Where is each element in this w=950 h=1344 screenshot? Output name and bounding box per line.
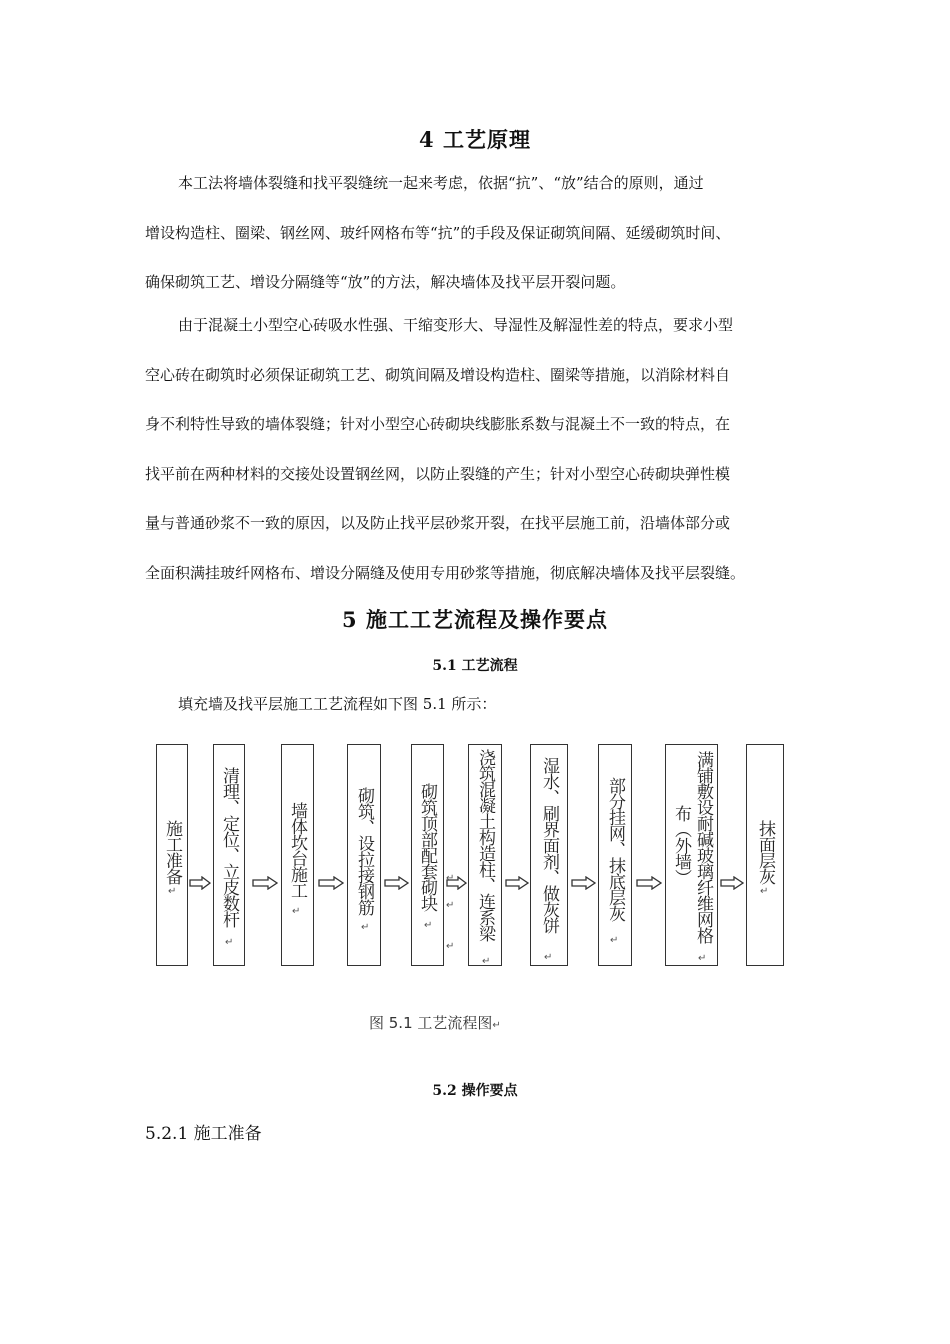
figure-caption-text: 图 5.1 工艺流程图 bbox=[369, 1014, 493, 1032]
para2-line5: 量与普通砂浆不一致的原因，以及防止找平层砂浆开裂，在找平层施工前，沿墙体部分或 bbox=[145, 514, 731, 532]
flow-step-3-label: 墙体坎台施工 bbox=[287, 802, 307, 898]
paragraph-return-icon: ↵ bbox=[361, 922, 370, 933]
flow-step-9 bbox=[665, 744, 718, 966]
flow-step-1-label: 施工准备 bbox=[162, 820, 182, 884]
paragraph-return-icon: ↵ bbox=[225, 937, 234, 948]
section-5-2-title: 5.2 操作要点 bbox=[432, 1083, 518, 1099]
flow-step-4-label: 砌筑、设拉接钢筋 bbox=[354, 787, 374, 915]
paragraph-return-icon: ↵ bbox=[482, 956, 491, 967]
para2-line1: 由于混凝土小型空心砖吸水性强、干缩变形大、导湿性及解湿性差的特点，要求小型 bbox=[178, 316, 734, 334]
hollow-right-arrow-icon bbox=[720, 876, 744, 890]
section-5-2-1-title: 5.2.1 施工准备 bbox=[145, 1124, 262, 1144]
hollow-right-arrow-icon bbox=[571, 876, 596, 890]
hollow-right-arrow-icon bbox=[252, 876, 278, 890]
section-5-title: 5 施工工艺流程及操作要点 bbox=[342, 607, 608, 632]
paragraph-return-icon: ↵ bbox=[610, 935, 619, 946]
para2-line4: 找平前在两种材料的交接处设置钢丝网，以防止裂缝的产生；针对小型空心砖砌块弹性模 bbox=[145, 465, 731, 483]
flow-step-9-label: 满铺敷设耐碱玻璃纤维网格 bbox=[693, 751, 713, 943]
section-5-1-title: 5.1 工艺流程 bbox=[432, 658, 518, 674]
hollow-right-arrow-icon bbox=[318, 876, 344, 890]
section-4-title: 4 工艺原理 bbox=[419, 127, 531, 152]
flow-step-7-label: 湿水、刷界面剂、做灰饼 bbox=[539, 757, 559, 933]
flow-step-6 bbox=[468, 744, 502, 966]
flow-step-5-label: 砌筑顶部配套砌块 bbox=[417, 783, 437, 911]
paragraph-return-icon: ↵ bbox=[446, 900, 455, 911]
hollow-right-arrow-icon bbox=[636, 876, 662, 890]
flow-step-8-label: 部分挂网、抹底层灰 bbox=[605, 777, 625, 921]
hollow-right-arrow-icon bbox=[384, 876, 409, 890]
flow-step-6-label: 浇筑混凝土构造柱、连系梁 bbox=[475, 749, 495, 941]
flow-step-2 bbox=[213, 744, 245, 966]
flow-step-5 bbox=[411, 744, 444, 966]
flow-step-10-label: 抹面层灰 bbox=[755, 820, 775, 884]
paragraph-return-icon: ↵ bbox=[424, 920, 433, 931]
hollow-right-arrow-icon bbox=[189, 876, 211, 890]
figure-caption bbox=[369, 1012, 501, 1033]
para2-line3: 身不利特性导致的墙体裂缝；针对小型空心砖砌块线膨胀系数与混凝土不一致的特点，在 bbox=[145, 415, 731, 433]
para1-line1: 本工法将墙体裂缝和找平裂缝统一起来考虑，依据“抗”、“放”结合的原则，通过 bbox=[178, 174, 704, 192]
flow-step-2-label: 清理、定位、立皮数杆 bbox=[219, 767, 239, 927]
flow-step-10 bbox=[746, 744, 784, 966]
flow-step-3 bbox=[281, 744, 314, 966]
para1-line2: 增设构造柱、圈梁、钢丝网、玻纤网格布等“抗”的手段及保证砌筑间隔、延缓砌筑时间、 bbox=[145, 224, 731, 242]
para2-line6: 全面积满挂玻纤网格布、增设分隔缝及使用专用砂浆等措施，彻底解决墙体及找平层裂缝。 bbox=[145, 564, 746, 582]
paragraph-return-icon: ↵ bbox=[168, 886, 177, 897]
paragraph-return-icon: ↵ bbox=[760, 886, 769, 897]
flow-step-1 bbox=[156, 744, 188, 966]
flow-step-9-label-2: 布（外墙） bbox=[671, 805, 691, 885]
paragraph-return-icon: ↵ bbox=[446, 873, 455, 884]
hollow-right-arrow-icon bbox=[505, 876, 529, 890]
paragraph-return-icon: ↵ bbox=[544, 952, 553, 963]
flow-step-8 bbox=[598, 744, 632, 966]
paragraph-return-icon: ↵ bbox=[292, 906, 301, 917]
para1-line3: 确保砌筑工艺、增设分隔缝等“放”的方法，解决墙体及找平层开裂问题。 bbox=[145, 273, 626, 291]
paragraph-return-icon: ↵ bbox=[698, 953, 707, 964]
paragraph-return-icon: ↵ bbox=[446, 941, 455, 952]
para2-line2: 空心砖在砌筑时必须保证砌筑工艺、砌筑间隔及增设构造柱、圈梁等措施，以消除材料自 bbox=[145, 366, 731, 384]
paragraph-return-icon: ↵ bbox=[492, 1020, 501, 1031]
flow-step-7 bbox=[530, 744, 568, 966]
flow-intro: 填充墙及找平层施工工艺流程如下图 5.1 所示： bbox=[178, 695, 497, 713]
